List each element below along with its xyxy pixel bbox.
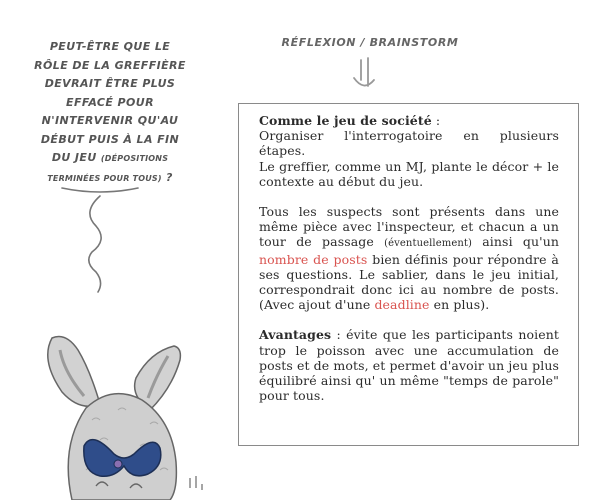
highlight-post-count: nombre de posts — [259, 251, 368, 267]
text-ainsi: ainsi qu'un — [472, 234, 559, 250]
heading-colon: : — [431, 113, 441, 128]
speech-line: EFFACÉ POUR — [66, 95, 154, 109]
speech-tail — [62, 188, 138, 292]
text-sablier: bien définis pour répondre à ses questions. Le sablier, dans le jeu initial, correspondrait donc ici au nombre de posts. (Avec ajout d'une — [259, 251, 559, 313]
text-en-plus: en plus). — [429, 297, 490, 313]
text-steps: Organiser l'interrogatoire en plusieurs étapes. — [259, 128, 559, 159]
brainstorm-box — [238, 103, 579, 446]
brainstorm-text — [259, 113, 559, 403]
creature-illustration — [48, 337, 202, 500]
speech-line: DEVRAIT ÊTRE PLUS — [44, 77, 176, 90]
heading-board-game: Comme le jeu de société — [259, 113, 432, 128]
bowtie-knot — [114, 460, 122, 468]
highlight-deadline: deadline — [374, 297, 430, 313]
paragraph-board-game — [259, 113, 559, 189]
brainstorm-header: RÉFLEXION / BRAINSTORM — [281, 36, 459, 49]
paragraph-suspects — [259, 204, 559, 312]
text-suspects: Tous les suspects sont présents dans une même pièce avec l'inspecteur, et chacun a un tour de passage — [259, 204, 559, 250]
text-greffier: Le greffier, comme un MJ, plante le décor + le contexte au début du jeu. — [259, 158, 559, 189]
text-eventually: (éventuellement) — [384, 238, 473, 250]
speech-line: PEUT-ÊTRE QUE LE — [49, 40, 171, 53]
heading-advantages: Avantages — [259, 327, 332, 343]
paragraph-advantages — [259, 327, 559, 403]
text-advantages: : évite que les participants noient trop le poisson avec une accumulation de posts et de mots, et permet d'avoir un jeu plus équilibré ainsi qu' un même "temps de parole" pour tous. — [259, 327, 559, 404]
down-arrow-icon — [354, 58, 374, 86]
speech-line-end: DU JEU — [51, 151, 97, 164]
speech-question-mark: ? — [165, 170, 173, 184]
speech-line: RÔLE DE LA GREFFIÈRE — [34, 58, 186, 72]
speech-line: N'INTERVENIR QU'AU — [41, 114, 179, 127]
creature-left-ear — [48, 337, 100, 407]
speech-line: DÉBUT PUIS À LA FIN — [40, 132, 180, 146]
speech-aside: (DÉPOSITIONS TERMINÉES POUR TOUS) — [47, 154, 169, 183]
